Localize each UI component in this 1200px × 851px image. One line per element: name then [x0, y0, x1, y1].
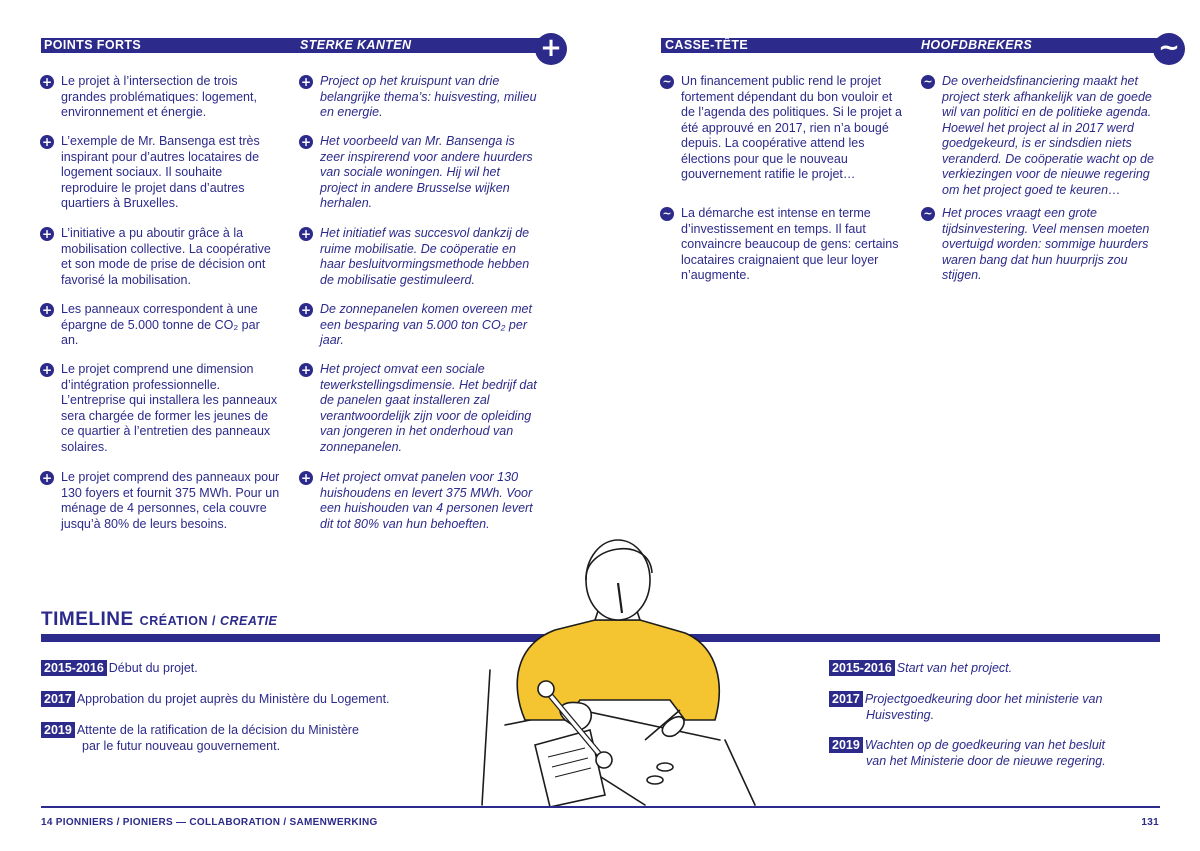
timeline-entry-nl: 2019 Wachten op de goedkeuring van het besluit van het Ministerie door de nieuwe regering. — [829, 737, 1106, 769]
list-item: + L’exemple de Mr. Bansenga est très inspirant pour d’autres locataires de logement sociaux. Il souhaite reproduire le projet dans d’autres quartiers à Bruxelles. — [41, 134, 260, 210]
tilde-circle-icon: ~ — [921, 207, 935, 221]
hoofdbrekers-label: HOOFDBREKERS — [921, 38, 1033, 52]
footer-rule — [41, 806, 1160, 808]
list-item: + Het initiatief was succesvol dankzij de ruime mobilisatie. De coöperatie en haar besluitvormingsmethode hebben de mobilisatie gestimuleerd. — [300, 226, 530, 287]
timeline-title — [41, 609, 277, 631]
plus-circle-icon: + — [41, 135, 53, 149]
tilde-circle-icon: ~ — [921, 75, 935, 89]
plus-circle-icon: + — [300, 227, 312, 241]
page-number: 131 — [1141, 817, 1159, 828]
year-badge: 2015-2016 — [41, 660, 107, 676]
plus-circle-icon: + — [300, 135, 312, 149]
list-item: + L’initiative a pu aboutir grâce à la mobilisation collective. La coopérative et son mode de prise de décision ont favorisé la mobilisation. — [41, 226, 271, 287]
year-badge: 2017 — [41, 691, 75, 707]
casse-tete-label: CASSE-TÊTE — [665, 38, 749, 52]
casse-tete-fr-list — [660, 74, 902, 286]
list-item: + Les panneaux correspondent à une épargne de 5.000 tonne de CO₂ par an. — [41, 302, 260, 347]
list-item: ~ La démarche est intense en terme d’investissement en temps. Il faut convaincre beaucoup de gens: certains locataires craignaient que leur loyer n’augmente. — [660, 206, 902, 286]
timeline-entry-nl: 2017 Projectgoedkeuring door het ministerie van Huisvesting. — [829, 691, 1102, 723]
list-item: + De zonnepanelen komen overeen met een besparing van 5.000 ton CO₂ per jaar. — [300, 302, 532, 347]
sterke-kanten-label: STERKE KANTEN — [300, 38, 412, 52]
list-item: + Het voorbeeld van Mr. Bansenga is zeer inspirerend voor andere huurders van sociale woningen. Hij wil het project in andere Brusselse wijken herhalen. — [300, 134, 533, 210]
sterke-kanten-nl-list — [299, 74, 539, 534]
list-item: ~ De overheidsfinanciering maakt het project sterk afhankelijk van de goede wil van politici en de politieke agenda. Hoewel het project al in 2017 werd goedgekeurd, is er sindsdien niets veranderd. De coöperatie wacht op de verkiezingen voor de nieuwe regering om het project goed te keuren… — [921, 74, 1161, 186]
list-item: + Het project omvat een sociale tewerkstellingsdimensie. Het bedrijf dat de panelen gaat installeren zal verantwoordelijk zijn voor de opleiding van jongeren in het onderhoud van zonnepanelen. — [300, 362, 537, 454]
timeline-entry-fr: 2017 Approbation du projet auprès du Ministère du Logement. — [41, 691, 390, 707]
list-item: + Le projet à l’intersection de trois grandes problématiques: logement, environnement et énergie. — [41, 74, 257, 119]
footer-running-title: 14 PIONNIERS / PIONIERS — COLLABORATION / SAMENWERKING — [41, 817, 378, 828]
timeline-entry-fr: 2015-2016 Début du projet. — [41, 660, 198, 676]
timeline-entry-nl: 2015-2016 Start van het project. — [829, 660, 1012, 676]
list-item: + Het project omvat panelen voor 130 huishoudens en levert 375 MWh. Voor een huishouden van 4 personen levert dit tot 80% van hun behoeften. — [300, 470, 533, 531]
list-item: + Le projet comprend une dimension d’intégration professionnelle. L’entreprise qui installera les panneaux sera chargée de former les jeunes de ce quartier à l’entretien des panneaux solaires. — [41, 362, 278, 454]
tilde-circle-icon: ~ — [660, 75, 674, 89]
list-item: + Le projet comprend des panneaux pour 130 foyers et fournit 375 MWh. Pour un ménage de 4 personnes, cela couvre jusqu’à 80% de leurs besoins. — [41, 470, 280, 531]
plus-circle-icon: + — [41, 303, 53, 317]
tilde-badge-icon: ~ — [1153, 33, 1185, 65]
points-forts-fr-list — [40, 74, 280, 534]
plus-circle-icon: + — [41, 471, 53, 485]
plus-circle-icon: + — [300, 363, 312, 377]
plus-circle-icon: + — [300, 75, 312, 89]
year-badge: 2017 — [829, 691, 863, 707]
plus-circle-icon: + — [41, 363, 53, 377]
worker-with-wrench-illustration — [470, 535, 770, 810]
list-item: ~ Het proces vraagt een grote tijdsinvestering. Veel mensen moeten overtuigd worden: sommige huurders waren bang dat hun huurprijs zou stijgen. — [921, 206, 1161, 286]
plus-circle-icon: + — [300, 303, 312, 317]
year-badge: 2015-2016 — [829, 660, 895, 676]
plus-badge-icon: + — [535, 33, 567, 65]
tilde-circle-icon: ~ — [660, 207, 674, 221]
plus-circle-icon: + — [300, 471, 312, 485]
timeline-subtitle: CRÉATION / CREATIE — [139, 614, 278, 628]
year-badge: 2019 — [41, 722, 75, 738]
year-badge: 2019 — [829, 737, 863, 753]
hoofdbrekers-nl-list — [921, 74, 1161, 286]
list-item: ~ Un financement public rend le projet fortement dépendant du bon vouloir et de l’agenda des politiques. Si le projet a été approuvé en 2017, rien n’a bougé depuis. La coopérative attend les élections pour que le nouveau gouvernement ratifie le projet… — [660, 74, 902, 186]
plus-circle-icon: + — [41, 75, 53, 89]
plus-circle-icon: + — [41, 227, 53, 241]
timeline-entry-fr: 2019 Attente de la ratification de la décision du Ministère par le futur nouveau gouvernement. — [41, 722, 359, 754]
list-item: + Project op het kruispunt van drie belangrijke thema’s: huisvesting, milieu en energie. — [300, 74, 537, 119]
timeline-title-text: TIMELINE — [41, 609, 134, 630]
points-forts-label: POINTS FORTS — [44, 38, 142, 52]
